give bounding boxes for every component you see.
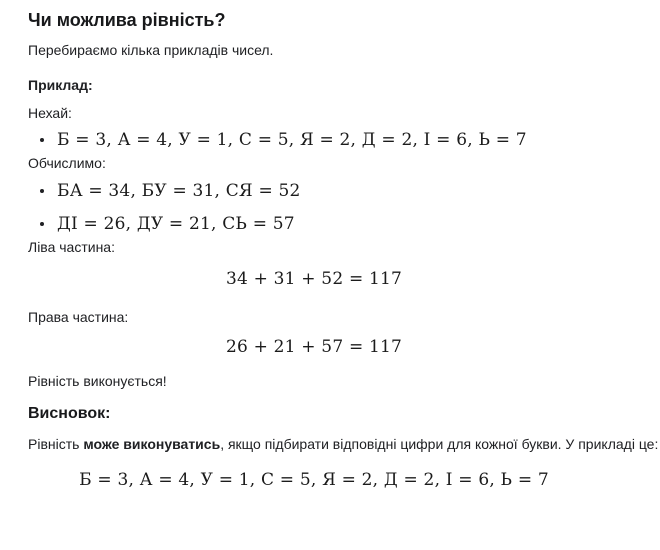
let-label: Нехай: (28, 105, 72, 121)
compute-label: Обчислимо: (28, 155, 106, 171)
page-title: Чи можлива рівність? (28, 10, 226, 30)
conclusion-bold-text: може виконуватись (83, 436, 221, 452)
list-item (57, 211, 634, 238)
final-assignments-equation (28, 467, 634, 494)
conclusion-text (28, 435, 659, 454)
computed-math-1: БА = 34, БУ = 31, СЯ = 52 (57, 181, 301, 201)
assignments-math: Б = 3, А = 4, У = 1, С = 5, Я = 2, Д = 2, І = 6, Ь = 7 (57, 130, 527, 150)
right-side-label: Права частина: (28, 309, 129, 325)
list-item (57, 178, 634, 205)
equality-note: Рівність виконується! (28, 373, 167, 389)
document (28, 8, 659, 494)
conclusion-prefix: Рівність (28, 436, 84, 452)
list-item (57, 127, 634, 154)
assignments-list (28, 127, 634, 154)
final-math-text: Б = 3, А = 4, У = 1, С = 5, Я = 2, Д = 2, І = 6, Ь = 7 (79, 470, 549, 490)
computed-list (28, 178, 634, 238)
example-label: Приклад: (28, 77, 93, 93)
computed-math-2: ДІ = 26, ДУ = 21, СЬ = 57 (57, 214, 295, 234)
intro-text: Перебираємо кілька прикладів чисел. (28, 42, 274, 58)
right-side-equation (28, 334, 634, 361)
left-side-label: Ліва частина: (28, 239, 115, 255)
right-equation-text: 26 + 21 + 57 = 117 (225, 337, 403, 357)
left-equation-text: 34 + 31 + 52 = 117 (225, 269, 403, 289)
conclusion-heading: Висновок: (28, 405, 111, 422)
left-side-equation (28, 266, 634, 293)
conclusion-suffix: , якщо підбирати відповідні цифри для кожної букви. У прикладі це: (220, 436, 659, 452)
